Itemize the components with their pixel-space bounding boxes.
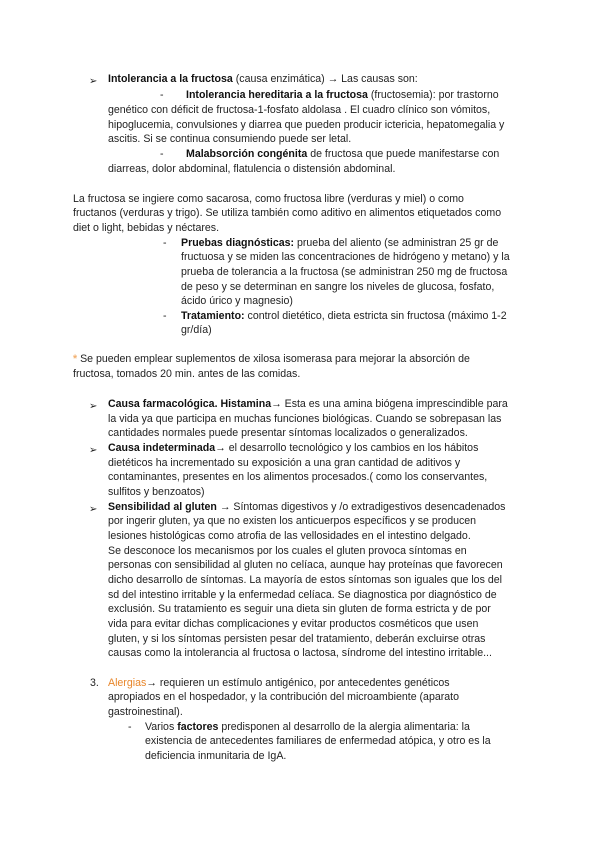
dash-bullet-icon: - (160, 89, 164, 101)
sub2-line-0: Malabsorción congénita de fructosa que puede manifestarse con (186, 148, 500, 160)
sub1-line-2: hipoglucemia, convulsiones y diarrea que pueden producir ictericia, hepatomegalia y (108, 119, 505, 131)
list-number: 3. (90, 677, 99, 689)
indeterminada-line: contaminantes, presentes en los alimentos procesados.( como los conservantes, (108, 471, 488, 483)
pruebas-line-0: Pruebas diagnósticas: prueba del aliento (se administran 25 gr de (181, 237, 499, 249)
sub2-line-1: diarreas, dolor abdominal, flatulencia o distensión abdominal. (108, 163, 396, 175)
indeterminada-line: sulfitos y benzoatos) (108, 486, 205, 498)
dash-bullet-icon: - (160, 148, 164, 160)
sub1-line-3: ascitis. Si se continua consumiendo puede ser letal. (108, 133, 352, 145)
alergias-line: gastroinestinal). (108, 706, 183, 718)
arrow-bullet-icon: ➢ (89, 504, 98, 515)
gluten-line: vida para evitar dichas complicaciones y evitar productos cosméticos que usen (108, 618, 479, 630)
alergias-title: Alergias (108, 677, 147, 689)
indeterminada-line-0: Causa indeterminada→ el desarrollo tecnológico y los cambios en los hábitos (108, 442, 479, 454)
sub1-line-0: Intolerancia hereditaria a la fructosa (fructosemia): por trastorno (186, 89, 499, 101)
gluten-line: lesiones histológicas como atrofia de las vellosidades en el intestino delgado. (108, 530, 471, 542)
paragraph-line: diet o light, bebidas y néctares. (73, 222, 220, 234)
gluten-line: sd del intestino irritable y la enfermedad celíaca. Se diagnostica por diagnóstico de (108, 589, 497, 601)
note-line-0: * Se pueden emplear suplementos de xilosa isomerasa para mejorar la absorción de (73, 353, 470, 365)
gluten-line: causas como la intolerancia al fructosa o lactosa, síndrome del intestino irritable... (108, 647, 492, 659)
paragraph-line: La fructosa se ingiere como sacarosa, como fructosa libre (verduras y miel) o como (73, 193, 464, 205)
sub1-line-1: genético con déficit de fructosa-1-fosfato aldolasa . El cuadro clínico son vómitos, (108, 104, 491, 116)
pruebas-line: fructuosa y se miden las concentraciones de hidrógeno y metano) y la (181, 251, 510, 263)
dash-bullet-icon: - (163, 310, 167, 322)
dash-bullet-icon: - (128, 721, 132, 733)
gluten-line: dicho desarrollo de síntomas. La mayoría de estos síntomas son iguales que los del (108, 574, 502, 586)
pruebas-line: prueba de tolerancia a la fructosa (se administran 250 mg de fructosa (181, 266, 508, 278)
farmacologica-line: la vida ya que participa en muchas funciones biológicas. Cuando se sobrepasan las (108, 413, 502, 425)
dash-bullet-icon: - (163, 237, 167, 249)
arrow-bullet-icon: ➢ (89, 76, 98, 87)
indeterminada-line: dietéticos ha incrementado su exposición a una gran cantidad de aditivos y (108, 457, 461, 469)
asterisk-icon: * (73, 353, 78, 365)
gluten-line: personas con sensibilidad al gluten no celíaca, aunque hay proteínas que favorecen (108, 559, 503, 571)
factores-line: existencia de antecedentes familiares de enfermedad atópica, y otro es la (145, 735, 491, 747)
factores-line-0: Varios factores predisponen al desarrollo de la alergia alimentaria: la (145, 721, 470, 733)
gluten-line-0: Sensibilidad al gluten → Síntomas digestivos y /o extradigestivos desencadenados (108, 501, 506, 513)
pruebas-line: ácido úrico y magnesio) (181, 295, 293, 307)
fructosa-title: Intolerancia a la fructosa (108, 73, 233, 85)
factores-line: deficiencia inmunitaria de IgA. (145, 750, 287, 762)
gluten-line: gluten, y si los síntomas persisten pesar del tratamiento, deberán excluirse otras (108, 633, 486, 645)
arrow-bullet-icon: ➢ (89, 445, 98, 456)
alergias-line-0: Alergias→ requieren un estímulo antigénico, por antecedentes genéticos (108, 677, 450, 689)
gluten-line: por ingerir gluten, ya que no existen los anticuerpos específicos y se producen (108, 515, 477, 527)
pruebas-line: de peso y se determinan en sangre los niveles de glucosa, fosfato, (181, 281, 495, 293)
fructosa-heading: Intolerancia a la fructosa (causa enzimática) → Las causas son: (108, 73, 418, 85)
tratamiento-line: gr/día) (181, 324, 212, 336)
alergias-line: apropiados en el hospedador, y la contribución del microambiente (aparato (108, 691, 459, 703)
gluten-line: Se desconoce los mecanismos por los cuales el gluten provoca síntomas en (108, 545, 467, 557)
paragraph-line: fructanos (verduras y trigo). Se utiliza también como aditivo en alimentos etiquetados como (73, 207, 502, 219)
gluten-line: exclusión. Su tratamiento es seguir una dieta sin gluten de forma estricta y de por (108, 603, 491, 615)
arrow-bullet-icon: ➢ (89, 401, 98, 412)
farmacologica-line: cantidades normales puede presentar síntomas localizados o generalizados. (108, 427, 468, 439)
tratamiento-line-0: Tratamiento: control dietético, dieta estricta sin fructosa (máximo 1-2 (181, 310, 507, 322)
note-line: fructosa, tomados 20 min. antes de las comidas. (73, 368, 301, 380)
farmacologica-line-0: Causa farmacológica. Histamina→ Esta es una amina biógena imprescindible para (108, 398, 508, 410)
